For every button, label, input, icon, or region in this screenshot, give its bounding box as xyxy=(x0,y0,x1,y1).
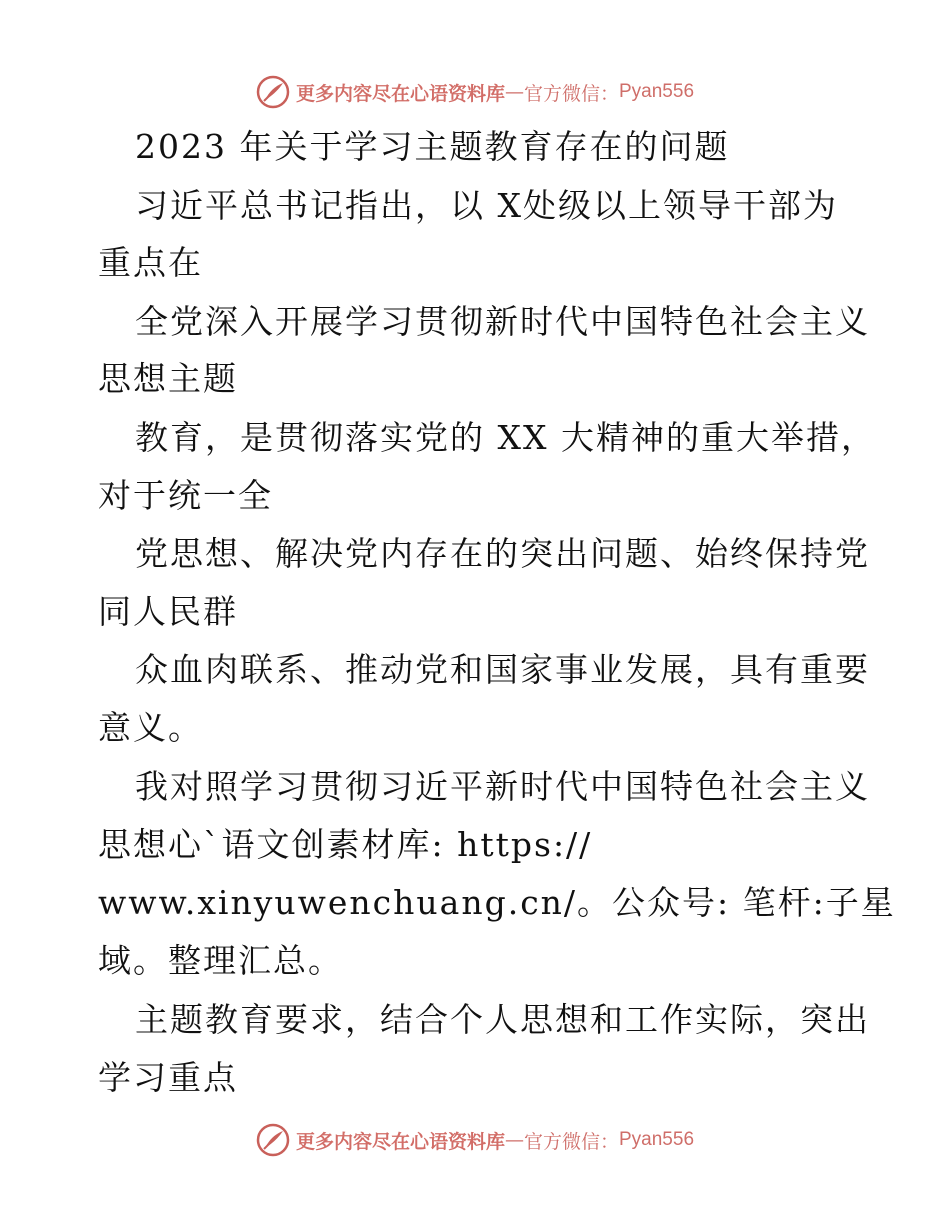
banner-wechat-label: 官方微信： xyxy=(523,1130,619,1153)
paragraph-line: 对于统一全 xyxy=(98,476,273,515)
feather-logo-icon xyxy=(256,1123,290,1157)
paragraph-line: 同人民群 xyxy=(98,592,238,631)
paragraph-line: 全党深入开展学习贯彻新时代中国特色社会主义 xyxy=(135,302,870,341)
banner-wechat-id: Pyan556 xyxy=(619,1129,695,1150)
paragraph-line: 党思想、解决党内存在的突出问题、始终保持党 xyxy=(135,534,870,573)
footer-banner xyxy=(0,1118,950,1162)
paragraph-line: 众血肉联系、推动党和国家事业发展，具有重要 xyxy=(135,650,870,689)
paragraph-line: 意义。 xyxy=(98,708,203,747)
paragraph-line: 习近平总书记指出，以 X处级以上领导干部为 xyxy=(135,186,838,225)
document-title: 2023 年关于学习主题教育存在的问题 xyxy=(135,127,730,166)
paragraph-line: 重点在 xyxy=(98,243,203,282)
header-banner xyxy=(0,70,950,114)
banner-separator: — xyxy=(504,81,524,103)
banner-wechat-id: Pyan556 xyxy=(619,81,695,102)
paragraph-line: 域。整理汇总。 xyxy=(98,941,343,980)
paragraph-line: 教育，是贯彻落实党的 XX 大精神的重大举措， xyxy=(135,418,876,457)
paragraph-line: 学习重点 xyxy=(98,1058,238,1097)
banner-site-text: 更多内容尽在心语资料库 xyxy=(295,82,505,105)
paragraph-line: 主题教育要求，结合个人思想和工作实际，突出 xyxy=(135,1000,870,1039)
banner-separator: — xyxy=(504,1129,524,1151)
paragraph-line: 思想主题 xyxy=(98,359,238,398)
feather-logo-icon xyxy=(256,75,290,109)
paragraph-line: 我对照学习贯彻习近平新时代中国特色社会主义 xyxy=(135,767,870,806)
banner-site-text: 更多内容尽在心语资料库 xyxy=(295,1130,505,1153)
paragraph-line: 思想心`语文创素材库: https:// xyxy=(98,825,593,864)
paragraph-line: www.xinyuwenchuang.cn/。公众号: 笔杆:子星 xyxy=(98,883,896,922)
banner-wechat-label: 官方微信： xyxy=(523,82,619,105)
